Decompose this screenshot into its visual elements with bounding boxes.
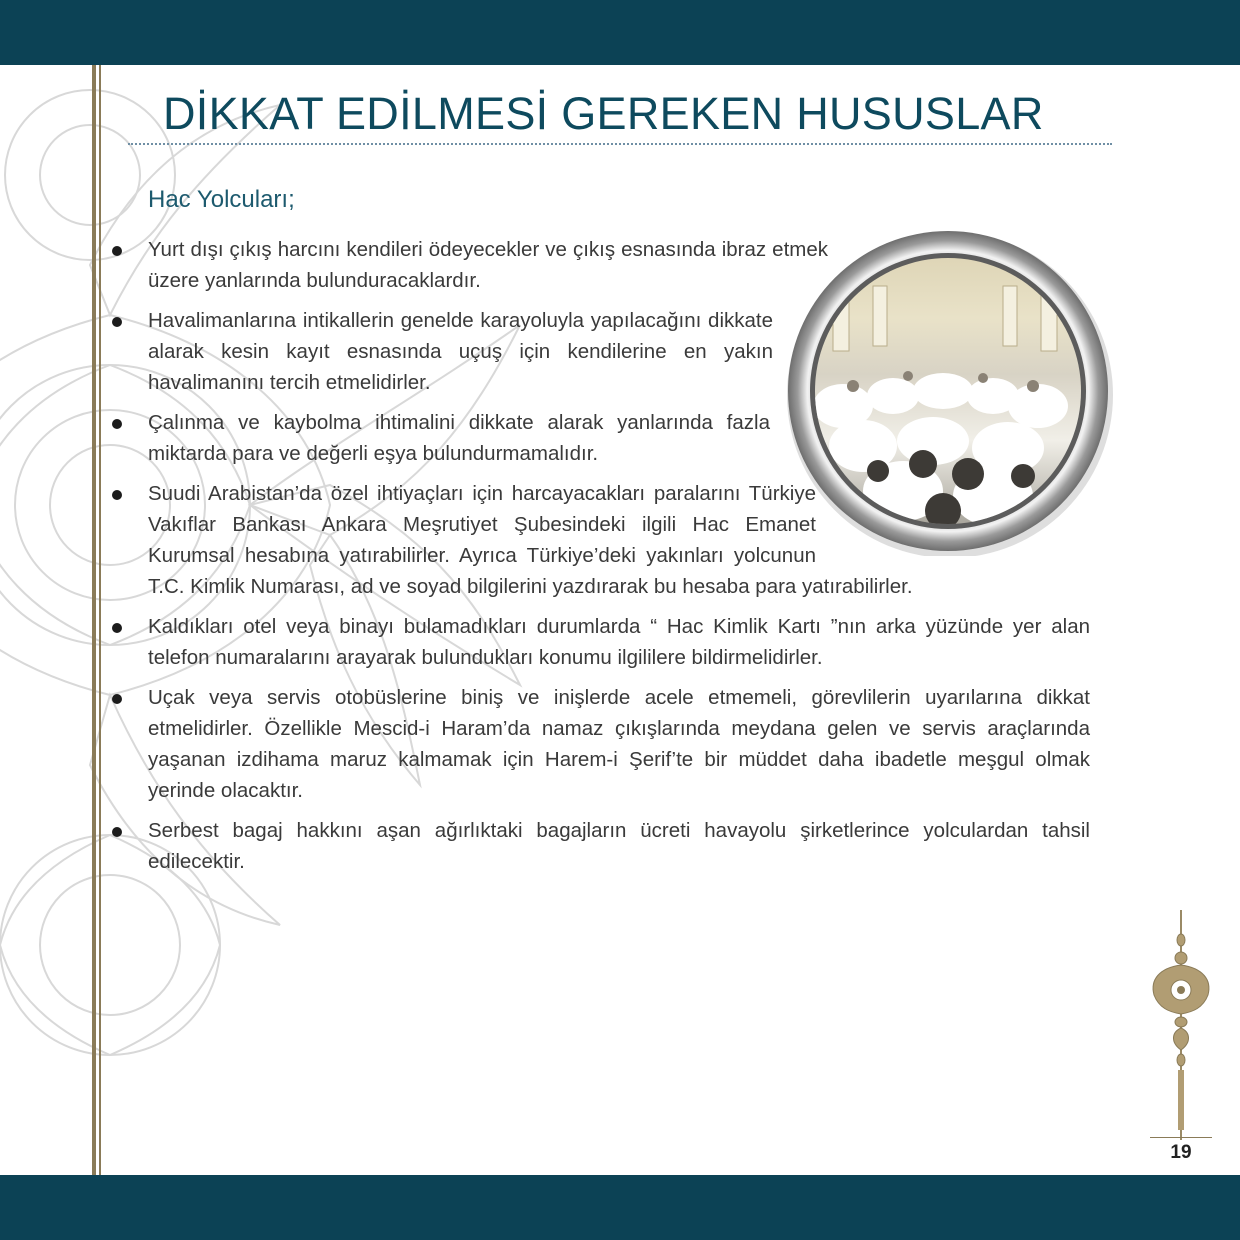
top-band — [0, 0, 1240, 65]
section-subtitle: Hac Yolcuları; — [148, 186, 295, 213]
bullet-dot-icon — [112, 317, 122, 327]
list-item — [0, 815, 1240, 877]
bullet-dot-icon — [112, 827, 122, 837]
list-item-text: Havalimanlarına intikallerin genelde karayoluyla yapılacağını dikkate alarak kesin kayıt esnasında uçuş için kendilerine en yakın havalimanını tercih etmelidirler. — [148, 309, 773, 394]
list-item-text: Serbest bagaj hakkını aşan ağırlıktaki bagajların ücreti havayolu şirketlerince yolculardan tahsil edilecektir. — [148, 819, 1090, 873]
list-item — [0, 611, 1240, 673]
pilgrims-photo — [783, 226, 1113, 556]
bullet-dot-icon — [112, 623, 122, 633]
list-item-text: Çalınma ve kaybolma ihtimalini dikkate alarak yanlarında fazla miktarda para ve değerli eşya bulundurmamalıdır. — [148, 411, 770, 465]
bullet-dot-icon — [112, 419, 122, 429]
list-item-text: Yurt dışı çıkış harcını kendileri ödeyecekler ve çıkış esnasında ibraz etmek üzere yanlarında bulunduracaklardır. — [148, 238, 828, 292]
bullet-dot-icon — [112, 490, 122, 500]
list-item — [0, 682, 1240, 806]
list-item-text: Suudi Arabistan’da özel ihtiyaçları için harcayacakları paralarını Türkiye Vakıflar Bankası Ankara Meşrutiyet Şubesindeki ilgili Hac Emanet Kurumsal hesabına yatırabilirler. Ayrıca Türkiye’deki yakınları yolcunun T.C. Kimlik Numarası, ad ve soyad bilgilerini yazdırarak bu hesaba para yatırabilirler. — [148, 482, 913, 598]
bullet-dot-icon — [112, 246, 122, 256]
page-title: DİKKAT EDİLMESİ GEREKEN HUSUSLAR — [163, 88, 1044, 139]
list-item-text: Uçak veya servis otobüslerine biniş ve inişlerde acele etmemeli, görevlilerin uyarılarına dikkat etmelidirler. Özellikle Mescid-i Haram’da namaz çıkışlarında meydana gelen ve servis araçlarında yaşanan izdihama maruz kalmamak için Harem-i Şerif’te bir müddet daha ibadetle meşgul olmak yerinde olacaktır. — [148, 686, 1090, 802]
list-item-text: Kaldıkları otel veya binayı bulamadıkları durumlarda “ Hac Kimlik Kartı ”nın arka yüzünde yer alan telefon numaralarını arayarak bulundukları konumu ilgililere bildirmelidirler. — [148, 615, 1090, 669]
page-number-rule — [1150, 1137, 1212, 1138]
title-dotted-divider — [128, 143, 1112, 145]
bottom-band — [0, 1175, 1240, 1240]
tassel-ornament-icon — [1148, 910, 1214, 1140]
bullet-dot-icon — [112, 694, 122, 704]
page-number: 19 — [1170, 1142, 1192, 1163]
